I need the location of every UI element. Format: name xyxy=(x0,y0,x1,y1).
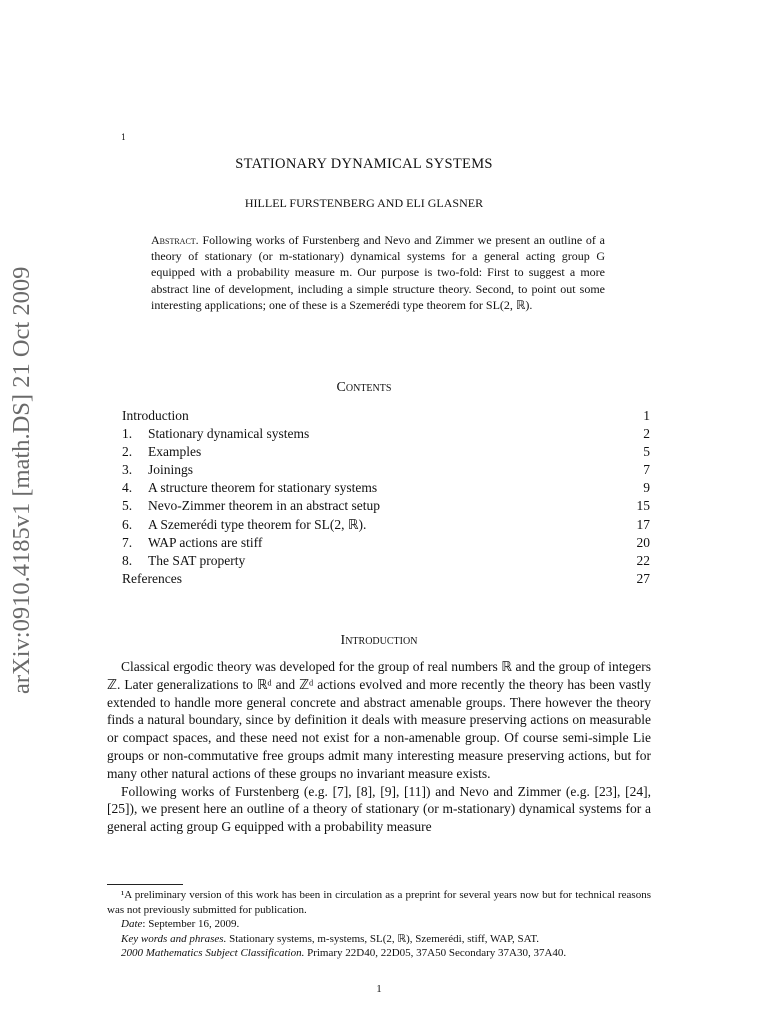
toc-entry-number: 4. xyxy=(122,480,133,496)
toc-entry-page: 2 xyxy=(643,426,650,442)
toc-entry[interactable] xyxy=(122,461,650,479)
toc-entry-label: WAP actions are stiff xyxy=(148,534,263,550)
toc-entry-title xyxy=(122,425,309,443)
toc-entry-label: A Szemerédi type theorem for SL(2, ℝ). xyxy=(148,516,367,532)
abstract-text: Following works of Furstenberg and Nevo and Zimmer we present an outline of a theory of stationary (or m-stationary) dynamical systems for a general acting group G equipped with a probability measure m. Our purpose is two-fold: First to suggest a more abstract line of development, including a simple structure theory. Second, to point out some interesting applications; one of these is a Szemerédi type theorem for SL(2, ℝ). xyxy=(151,233,605,312)
keywords-value: Stationary systems, m-systems, SL(2, ℝ), Szemerédi, stiff, WAP, SAT. xyxy=(226,932,540,945)
toc-entry-title xyxy=(122,534,262,552)
toc-entry[interactable] xyxy=(122,407,650,425)
msc-value: Primary 22D40, 22D05, 37A50 Secondary 37A30, 37A40. xyxy=(304,947,567,960)
keywords-label: Key words and phrases. xyxy=(121,932,227,945)
msc-label: 2000 Mathematics Subject Classification. xyxy=(121,947,305,960)
toc-entry-number: 2. xyxy=(122,444,133,460)
msc-line xyxy=(107,946,651,961)
toc-entry-number: 8. xyxy=(122,552,133,568)
introduction-body xyxy=(107,658,651,836)
toc-entry[interactable] xyxy=(122,534,650,552)
footnotes xyxy=(107,888,651,961)
toc-entry[interactable] xyxy=(122,425,650,443)
toc-entry-title xyxy=(122,570,182,588)
toc-entry[interactable] xyxy=(122,479,650,497)
toc-entry-label: Joinings xyxy=(148,462,194,478)
toc-entry-page: 7 xyxy=(643,462,650,478)
toc-entry-number: 5. xyxy=(122,498,133,514)
toc-entry-label: References xyxy=(122,570,182,586)
toc-entry-number: 7. xyxy=(122,534,133,550)
arxiv-stamp: arXiv:0910.4185v1 [math.DS] 21 Oct 2009 xyxy=(8,266,35,694)
abstract-lead: Abstract. xyxy=(151,233,199,247)
toc-entry-label: Nevo-Zimmer theorem in an abstract setup xyxy=(148,498,381,514)
date-value: : September 16, 2009. xyxy=(142,918,240,931)
toc-entry-page: 20 xyxy=(636,534,650,550)
toc-entry-number: 3. xyxy=(122,462,133,478)
toc-entry-page: 9 xyxy=(643,480,650,496)
date-line xyxy=(107,917,651,932)
table-of-contents xyxy=(122,407,650,588)
title-footnote-marker: 1 xyxy=(121,133,127,142)
toc-entry-page: 27 xyxy=(636,570,650,586)
toc-entry-label: A structure theorem for stationary systems xyxy=(148,480,378,496)
intro-paragraph-2: Following works of Furstenberg (e.g. [7], [8], [9], [11]) and Nevo and Zimmer (e.g. [23], [24], [25]), we present here an outline of a theory of stationary (or m-stationary) dynamical systems for a general acting group G equipped with a probability measure xyxy=(107,783,651,835)
toc-entry[interactable] xyxy=(122,552,650,570)
toc-entry-label: Examples xyxy=(148,444,202,460)
paper-title: STATIONARY DYNAMICAL SYSTEMS xyxy=(235,156,493,172)
toc-entry-title xyxy=(122,461,193,479)
paper-authors: HILLEL FURSTENBERG AND ELI GLASNER xyxy=(244,196,484,210)
toc-entry-page: 5 xyxy=(643,444,650,460)
toc-entry-page: 1 xyxy=(643,408,650,423)
contents-heading: Contents xyxy=(336,380,392,395)
toc-entry-page: 22 xyxy=(636,552,650,568)
footnote-rule xyxy=(107,884,183,885)
toc-entry[interactable] xyxy=(122,443,650,461)
toc-entry[interactable] xyxy=(122,516,650,534)
introduction-heading: Introduction xyxy=(340,633,418,648)
toc-entry-label: Stationary dynamical systems xyxy=(148,426,310,442)
toc-entry-label: The SAT property xyxy=(148,552,246,568)
keywords-line xyxy=(107,932,651,947)
toc-entry-title xyxy=(122,443,201,461)
page-number: 1 xyxy=(376,983,382,995)
toc-entry-title xyxy=(122,552,245,570)
toc-entry-title xyxy=(122,479,377,497)
footnote-1: ¹A preliminary version of this work has been in circulation as a preprint for several years now but for technical reasons was not previously submitted for publication. xyxy=(107,889,651,916)
toc-entry-page: 15 xyxy=(636,498,650,514)
toc-entry-title xyxy=(122,407,189,425)
date-label: Date xyxy=(121,918,143,931)
toc-entry-page: 17 xyxy=(636,516,650,532)
toc-entry[interactable] xyxy=(122,497,650,515)
toc-entry-number: 1. xyxy=(122,426,133,442)
toc-entry[interactable] xyxy=(122,570,650,588)
toc-entry-number: 6. xyxy=(122,516,133,532)
abstract xyxy=(151,232,605,313)
toc-entry-title xyxy=(122,516,366,534)
toc-entry-title xyxy=(122,497,380,515)
intro-paragraph-1: Classical ergodic theory was developed for the group of real numbers ℝ and the group of integers ℤ. Later generalizations to ℝᵈ and ℤᵈ actions evolved and more recently the theory has been vastly extended to handle more general concrete and abstract amenable groups. There however the theory finds a natural boundary, since by definition it deals with measure preserving actions on measurable or compact spaces, and these need not exist for a non-amenable group. Of course semi-simple Lie groups or non-commutative free groups admit many interesting measure preserving actions, but for many other natural actions of these groups no invariant measure exists. xyxy=(107,659,651,781)
toc-entry-label: Introduction xyxy=(122,408,189,423)
